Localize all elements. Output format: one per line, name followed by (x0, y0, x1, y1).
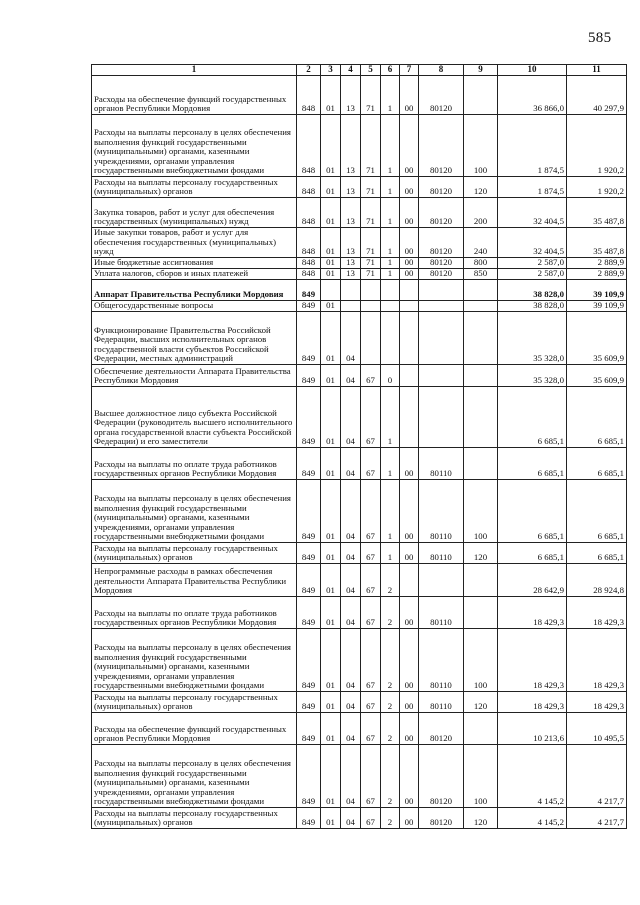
cell-item-name: Расходы на выплаты по оплате труда работников государственных органов Республики Мордовия (92, 448, 297, 480)
cell-expense-type-code (464, 312, 498, 365)
column-header-row (92, 65, 627, 76)
cell-subprogram-code: 1 (381, 448, 400, 480)
cell-ministry-code: 849 (297, 713, 321, 745)
cell-direction-code: 80120 (419, 258, 464, 269)
cell-subsection-code: 04 (341, 480, 361, 543)
cell-subprogram-code (381, 301, 400, 312)
cell-amount-year-2: 2 889,9 (567, 258, 627, 269)
cell-subprogram-code: 2 (381, 597, 400, 629)
cell-ministry-code: 849 (297, 480, 321, 543)
cell-subsection-code: 04 (341, 745, 361, 808)
cell-section-code: 01 (321, 692, 341, 713)
cell-direction-code: 80120 (419, 713, 464, 745)
cell-item-name: Расходы на выплаты персоналу государственных (муниципальных) органов (92, 543, 297, 564)
cell-ministry-code: 849 (297, 280, 321, 301)
cell-item-name: Уплата налогов, сборов и иных платежей (92, 269, 297, 280)
cell-direction-code (419, 564, 464, 597)
cell-event-code: 00 (400, 228, 419, 258)
column-header: 2 (297, 65, 321, 76)
cell-section-code: 01 (321, 198, 341, 228)
cell-amount-year-1: 32 404,5 (498, 228, 567, 258)
cell-ministry-code: 848 (297, 76, 321, 115)
cell-subprogram-code: 1 (381, 76, 400, 115)
cell-amount-year-2: 35 609,9 (567, 365, 627, 387)
cell-section-code: 01 (321, 480, 341, 543)
cell-subsection-code: 13 (341, 76, 361, 115)
cell-event-code: 00 (400, 597, 419, 629)
cell-subprogram-code: 1 (381, 480, 400, 543)
cell-item-name: Закупка товаров, работ и услуг для обеспечения государственных (муниципальных) нужд (92, 198, 297, 228)
cell-subsection-code: 13 (341, 258, 361, 269)
column-header: 8 (419, 65, 464, 76)
table-row (92, 177, 627, 198)
cell-direction-code: 80110 (419, 480, 464, 543)
cell-event-code: 00 (400, 480, 419, 543)
table-row (92, 312, 627, 365)
cell-expense-type-code (464, 713, 498, 745)
column-header: 10 (498, 65, 567, 76)
table-row (92, 448, 627, 480)
table-row (92, 480, 627, 543)
cell-item-name: Расходы на выплаты персоналу в целях обеспечения выполнения функций государственными (муниципальными) органами, казенными учреждениями, органами управления государственными внебюджетными фондами (92, 480, 297, 543)
cell-expense-type-code: 800 (464, 258, 498, 269)
cell-amount-year-1: 4 145,2 (498, 808, 567, 829)
cell-section-code: 01 (321, 713, 341, 745)
cell-ministry-code: 849 (297, 365, 321, 387)
cell-ministry-code: 849 (297, 629, 321, 692)
cell-section-code: 01 (321, 312, 341, 365)
cell-expense-type-code: 240 (464, 228, 498, 258)
cell-direction-code: 80110 (419, 543, 464, 564)
cell-amount-year-1: 2 587,0 (498, 258, 567, 269)
cell-ministry-code: 849 (297, 564, 321, 597)
cell-event-code: 00 (400, 448, 419, 480)
cell-amount-year-2: 6 685,1 (567, 480, 627, 543)
cell-amount-year-1: 2 587,0 (498, 269, 567, 280)
cell-amount-year-1: 18 429,3 (498, 692, 567, 713)
cell-expense-type-code: 100 (464, 745, 498, 808)
cell-section-code: 01 (321, 269, 341, 280)
cell-expense-type-code: 120 (464, 692, 498, 713)
cell-expense-type-code: 100 (464, 480, 498, 543)
cell-amount-year-2: 6 685,1 (567, 448, 627, 480)
cell-expense-type-code: 100 (464, 115, 498, 177)
column-header: 3 (321, 65, 341, 76)
cell-item-name: Расходы на выплаты персоналу в целях обеспечения выполнения функций государственными (муниципальными) органами, казенными учреждениями, органами управления государственными внебюджетными фондами (92, 629, 297, 692)
cell-amount-year-1: 36 866,0 (498, 76, 567, 115)
cell-event-code (400, 280, 419, 301)
table-row (92, 808, 627, 829)
cell-amount-year-2: 35 487,8 (567, 228, 627, 258)
cell-item-name: Расходы на выплаты персоналу государственных (муниципальных) органов (92, 177, 297, 198)
cell-program-code: 67 (361, 692, 381, 713)
cell-event-code: 00 (400, 115, 419, 177)
cell-subsection-code: 04 (341, 543, 361, 564)
cell-section-code: 01 (321, 808, 341, 829)
cell-program-code: 67 (361, 745, 381, 808)
cell-event-code (400, 387, 419, 448)
cell-amount-year-2: 39 109,9 (567, 280, 627, 301)
table-row (92, 713, 627, 745)
cell-amount-year-2: 18 429,3 (567, 692, 627, 713)
table-row (92, 198, 627, 228)
cell-program-code: 67 (361, 713, 381, 745)
cell-amount-year-2: 18 429,3 (567, 597, 627, 629)
cell-expense-type-code (464, 597, 498, 629)
cell-subsection-code: 04 (341, 448, 361, 480)
cell-direction-code: 80110 (419, 692, 464, 713)
cell-direction-code: 80120 (419, 228, 464, 258)
cell-subprogram-code: 1 (381, 198, 400, 228)
cell-subprogram-code: 1 (381, 258, 400, 269)
cell-ministry-code: 849 (297, 387, 321, 448)
cell-item-name: Высшее должностное лицо субъекта Российской Федерации (руководитель высшего исполнительного органа государственной власти субъекта Российской Федерации) и его заместители (92, 387, 297, 448)
cell-program-code: 67 (361, 543, 381, 564)
cell-event-code: 00 (400, 177, 419, 198)
column-header: 11 (567, 65, 627, 76)
cell-amount-year-1: 18 429,3 (498, 629, 567, 692)
cell-program-code: 71 (361, 198, 381, 228)
cell-item-name: Расходы на выплаты персоналу в целях обеспечения выполнения функций государственными (муниципальными) органами, казенными учреждениями, органами управления государственными внебюджетными фондами (92, 115, 297, 177)
cell-event-code: 00 (400, 629, 419, 692)
cell-subsection-code: 13 (341, 198, 361, 228)
cell-amount-year-1: 32 404,5 (498, 198, 567, 228)
cell-subsection-code: 04 (341, 312, 361, 365)
cell-expense-type-code (464, 387, 498, 448)
cell-item-name: Обеспечение деятельности Аппарата Правительства Республики Мордовия (92, 365, 297, 387)
cell-amount-year-1: 4 145,2 (498, 745, 567, 808)
cell-direction-code (419, 312, 464, 365)
table-row (92, 269, 627, 280)
cell-event-code (400, 312, 419, 365)
cell-item-name: Аппарат Правительства Республики Мордовия (92, 280, 297, 301)
cell-program-code: 67 (361, 480, 381, 543)
cell-program-code (361, 301, 381, 312)
cell-ministry-code: 848 (297, 177, 321, 198)
column-header: 1 (92, 65, 297, 76)
cell-section-code: 01 (321, 597, 341, 629)
table-row (92, 280, 627, 301)
cell-expense-type-code: 100 (464, 629, 498, 692)
cell-ministry-code: 849 (297, 692, 321, 713)
cell-subsection-code: 04 (341, 808, 361, 829)
cell-direction-code: 80120 (419, 269, 464, 280)
cell-direction-code (419, 365, 464, 387)
cell-section-code: 01 (321, 745, 341, 808)
cell-subprogram-code: 2 (381, 692, 400, 713)
cell-amount-year-1: 28 642,9 (498, 564, 567, 597)
table-row (92, 115, 627, 177)
cell-amount-year-2: 6 685,1 (567, 387, 627, 448)
cell-ministry-code: 849 (297, 808, 321, 829)
cell-program-code: 67 (361, 448, 381, 480)
table-row (92, 597, 627, 629)
cell-subprogram-code: 1 (381, 177, 400, 198)
cell-amount-year-2: 40 297,9 (567, 76, 627, 115)
cell-event-code: 00 (400, 808, 419, 829)
cell-amount-year-1: 35 328,0 (498, 312, 567, 365)
cell-event-code: 00 (400, 258, 419, 269)
cell-ministry-code: 848 (297, 115, 321, 177)
cell-item-name: Иные бюджетные ассигнования (92, 258, 297, 269)
cell-program-code: 71 (361, 115, 381, 177)
cell-amount-year-2: 1 920,2 (567, 115, 627, 177)
table-row (92, 301, 627, 312)
table-row (92, 745, 627, 808)
cell-event-code: 00 (400, 76, 419, 115)
cell-amount-year-1: 1 874,5 (498, 177, 567, 198)
table-row (92, 365, 627, 387)
cell-expense-type-code: 120 (464, 543, 498, 564)
cell-item-name: Расходы на обеспечение функций государственных органов Республики Мордовия (92, 76, 297, 115)
cell-subsection-code: 13 (341, 115, 361, 177)
cell-subsection-code: 13 (341, 228, 361, 258)
cell-subsection-code: 04 (341, 387, 361, 448)
column-header: 6 (381, 65, 400, 76)
cell-event-code: 00 (400, 745, 419, 808)
cell-amount-year-2: 35 609,9 (567, 312, 627, 365)
cell-program-code (361, 312, 381, 365)
cell-event-code (400, 365, 419, 387)
cell-expense-type-code (464, 280, 498, 301)
cell-item-name: Непрограммные расходы в рамках обеспечения деятельности Аппарата Правительства Республики Мордовия (92, 564, 297, 597)
cell-subprogram-code: 2 (381, 745, 400, 808)
cell-event-code: 00 (400, 543, 419, 564)
cell-amount-year-1: 6 685,1 (498, 448, 567, 480)
budget-table (91, 64, 627, 829)
cell-subprogram-code: 2 (381, 564, 400, 597)
cell-subsection-code: 04 (341, 629, 361, 692)
cell-section-code: 01 (321, 258, 341, 269)
cell-item-name: Иные закупки товаров, работ и услуг для обеспечения государственных (муниципальных) нужд (92, 228, 297, 258)
cell-expense-type-code: 120 (464, 808, 498, 829)
cell-subsection-code (341, 280, 361, 301)
cell-program-code: 67 (361, 387, 381, 448)
cell-item-name: Расходы на выплаты по оплате труда работников государственных органов Республики Мордовия (92, 597, 297, 629)
cell-subprogram-code (381, 312, 400, 365)
cell-amount-year-2: 1 920,2 (567, 177, 627, 198)
cell-amount-year-1: 10 213,6 (498, 713, 567, 745)
cell-subprogram-code: 2 (381, 808, 400, 829)
cell-event-code (400, 564, 419, 597)
cell-subprogram-code: 2 (381, 629, 400, 692)
cell-direction-code: 80110 (419, 597, 464, 629)
cell-subprogram-code (381, 280, 400, 301)
cell-item-name: Расходы на выплаты персоналу в целях обеспечения выполнения функций государственными (муниципальными) органами, казенными учреждениями, органами управления государственными внебюджетными фондами (92, 745, 297, 808)
cell-subprogram-code: 1 (381, 228, 400, 258)
cell-section-code: 01 (321, 629, 341, 692)
cell-subsection-code: 04 (341, 713, 361, 745)
cell-amount-year-1: 6 685,1 (498, 543, 567, 564)
cell-event-code: 00 (400, 198, 419, 228)
cell-amount-year-2: 18 429,3 (567, 629, 627, 692)
cell-subprogram-code: 1 (381, 269, 400, 280)
cell-ministry-code: 848 (297, 228, 321, 258)
cell-amount-year-1: 38 828,0 (498, 301, 567, 312)
cell-direction-code: 80110 (419, 448, 464, 480)
cell-amount-year-2: 2 889,9 (567, 269, 627, 280)
cell-event-code (400, 301, 419, 312)
cell-subsection-code: 13 (341, 177, 361, 198)
cell-direction-code: 80120 (419, 76, 464, 115)
cell-expense-type-code (464, 76, 498, 115)
cell-amount-year-2: 10 495,5 (567, 713, 627, 745)
cell-ministry-code: 849 (297, 448, 321, 480)
cell-amount-year-1: 18 429,3 (498, 597, 567, 629)
cell-section-code: 01 (321, 448, 341, 480)
cell-subprogram-code: 2 (381, 713, 400, 745)
cell-direction-code (419, 280, 464, 301)
cell-ministry-code: 849 (297, 745, 321, 808)
cell-program-code: 71 (361, 76, 381, 115)
cell-event-code: 00 (400, 269, 419, 280)
table-row (92, 629, 627, 692)
cell-amount-year-1: 38 828,0 (498, 280, 567, 301)
cell-amount-year-2: 4 217,7 (567, 745, 627, 808)
cell-ministry-code: 848 (297, 258, 321, 269)
cell-program-code: 67 (361, 629, 381, 692)
cell-amount-year-2: 39 109,9 (567, 301, 627, 312)
cell-subprogram-code: 1 (381, 543, 400, 564)
table-row (92, 76, 627, 115)
cell-ministry-code: 848 (297, 269, 321, 280)
cell-program-code: 71 (361, 177, 381, 198)
cell-direction-code: 80120 (419, 177, 464, 198)
cell-expense-type-code: 120 (464, 177, 498, 198)
column-header: 5 (361, 65, 381, 76)
cell-amount-year-1: 6 685,1 (498, 387, 567, 448)
page-number: 585 (588, 30, 612, 46)
cell-subsection-code: 04 (341, 597, 361, 629)
column-header: 4 (341, 65, 361, 76)
table-row (92, 258, 627, 269)
cell-item-name: Расходы на выплаты персоналу государственных (муниципальных) органов (92, 692, 297, 713)
cell-direction-code: 80120 (419, 745, 464, 808)
cell-amount-year-2: 6 685,1 (567, 543, 627, 564)
cell-direction-code: 80120 (419, 198, 464, 228)
cell-direction-code: 80120 (419, 115, 464, 177)
cell-subprogram-code: 1 (381, 115, 400, 177)
table-row (92, 564, 627, 597)
cell-amount-year-2: 35 487,8 (567, 198, 627, 228)
cell-amount-year-1: 1 874,5 (498, 115, 567, 177)
cell-expense-type-code (464, 365, 498, 387)
cell-expense-type-code (464, 448, 498, 480)
cell-amount-year-1: 6 685,1 (498, 480, 567, 543)
cell-program-code: 71 (361, 269, 381, 280)
cell-program-code: 67 (361, 597, 381, 629)
cell-ministry-code: 849 (297, 597, 321, 629)
cell-direction-code: 80120 (419, 808, 464, 829)
cell-program-code: 67 (361, 808, 381, 829)
cell-program-code: 67 (361, 365, 381, 387)
cell-subsection-code: 04 (341, 692, 361, 713)
cell-event-code: 00 (400, 692, 419, 713)
cell-program-code: 67 (361, 564, 381, 597)
cell-section-code: 01 (321, 115, 341, 177)
cell-ministry-code: 849 (297, 543, 321, 564)
cell-section-code: 01 (321, 564, 341, 597)
cell-section-code (321, 280, 341, 301)
cell-direction-code: 80110 (419, 629, 464, 692)
cell-subsection-code (341, 301, 361, 312)
cell-subsection-code: 04 (341, 365, 361, 387)
cell-program-code: 71 (361, 228, 381, 258)
cell-ministry-code: 849 (297, 312, 321, 365)
cell-event-code: 00 (400, 713, 419, 745)
cell-amount-year-2: 28 924,8 (567, 564, 627, 597)
cell-item-name: Общегосударственные вопросы (92, 301, 297, 312)
cell-item-name: Расходы на выплаты персоналу государственных (муниципальных) органов (92, 808, 297, 829)
cell-ministry-code: 849 (297, 301, 321, 312)
cell-amount-year-2: 4 217,7 (567, 808, 627, 829)
cell-item-name: Расходы на обеспечение функций государственных органов Республики Мордовия (92, 713, 297, 745)
cell-subprogram-code: 1 (381, 387, 400, 448)
cell-section-code: 01 (321, 543, 341, 564)
cell-section-code: 01 (321, 365, 341, 387)
cell-subprogram-code: 0 (381, 365, 400, 387)
cell-expense-type-code: 200 (464, 198, 498, 228)
table-row (92, 543, 627, 564)
cell-amount-year-1: 35 328,0 (498, 365, 567, 387)
cell-section-code: 01 (321, 177, 341, 198)
table-row (92, 692, 627, 713)
cell-subsection-code: 13 (341, 269, 361, 280)
column-header: 9 (464, 65, 498, 76)
cell-section-code: 01 (321, 387, 341, 448)
cell-section-code: 01 (321, 228, 341, 258)
column-header: 7 (400, 65, 419, 76)
cell-section-code: 01 (321, 301, 341, 312)
cell-ministry-code: 848 (297, 198, 321, 228)
cell-program-code (361, 280, 381, 301)
cell-expense-type-code (464, 301, 498, 312)
cell-program-code: 71 (361, 258, 381, 269)
cell-expense-type-code: 850 (464, 269, 498, 280)
cell-subsection-code: 04 (341, 564, 361, 597)
table-row (92, 387, 627, 448)
cell-direction-code (419, 301, 464, 312)
cell-section-code: 01 (321, 76, 341, 115)
table-row (92, 228, 627, 258)
cell-item-name: Функционирование Правительства Российской Федерации, высших исполнительных органов государственной власти субъектов Российской Федерации, местных администраций (92, 312, 297, 365)
cell-direction-code (419, 387, 464, 448)
cell-expense-type-code (464, 564, 498, 597)
